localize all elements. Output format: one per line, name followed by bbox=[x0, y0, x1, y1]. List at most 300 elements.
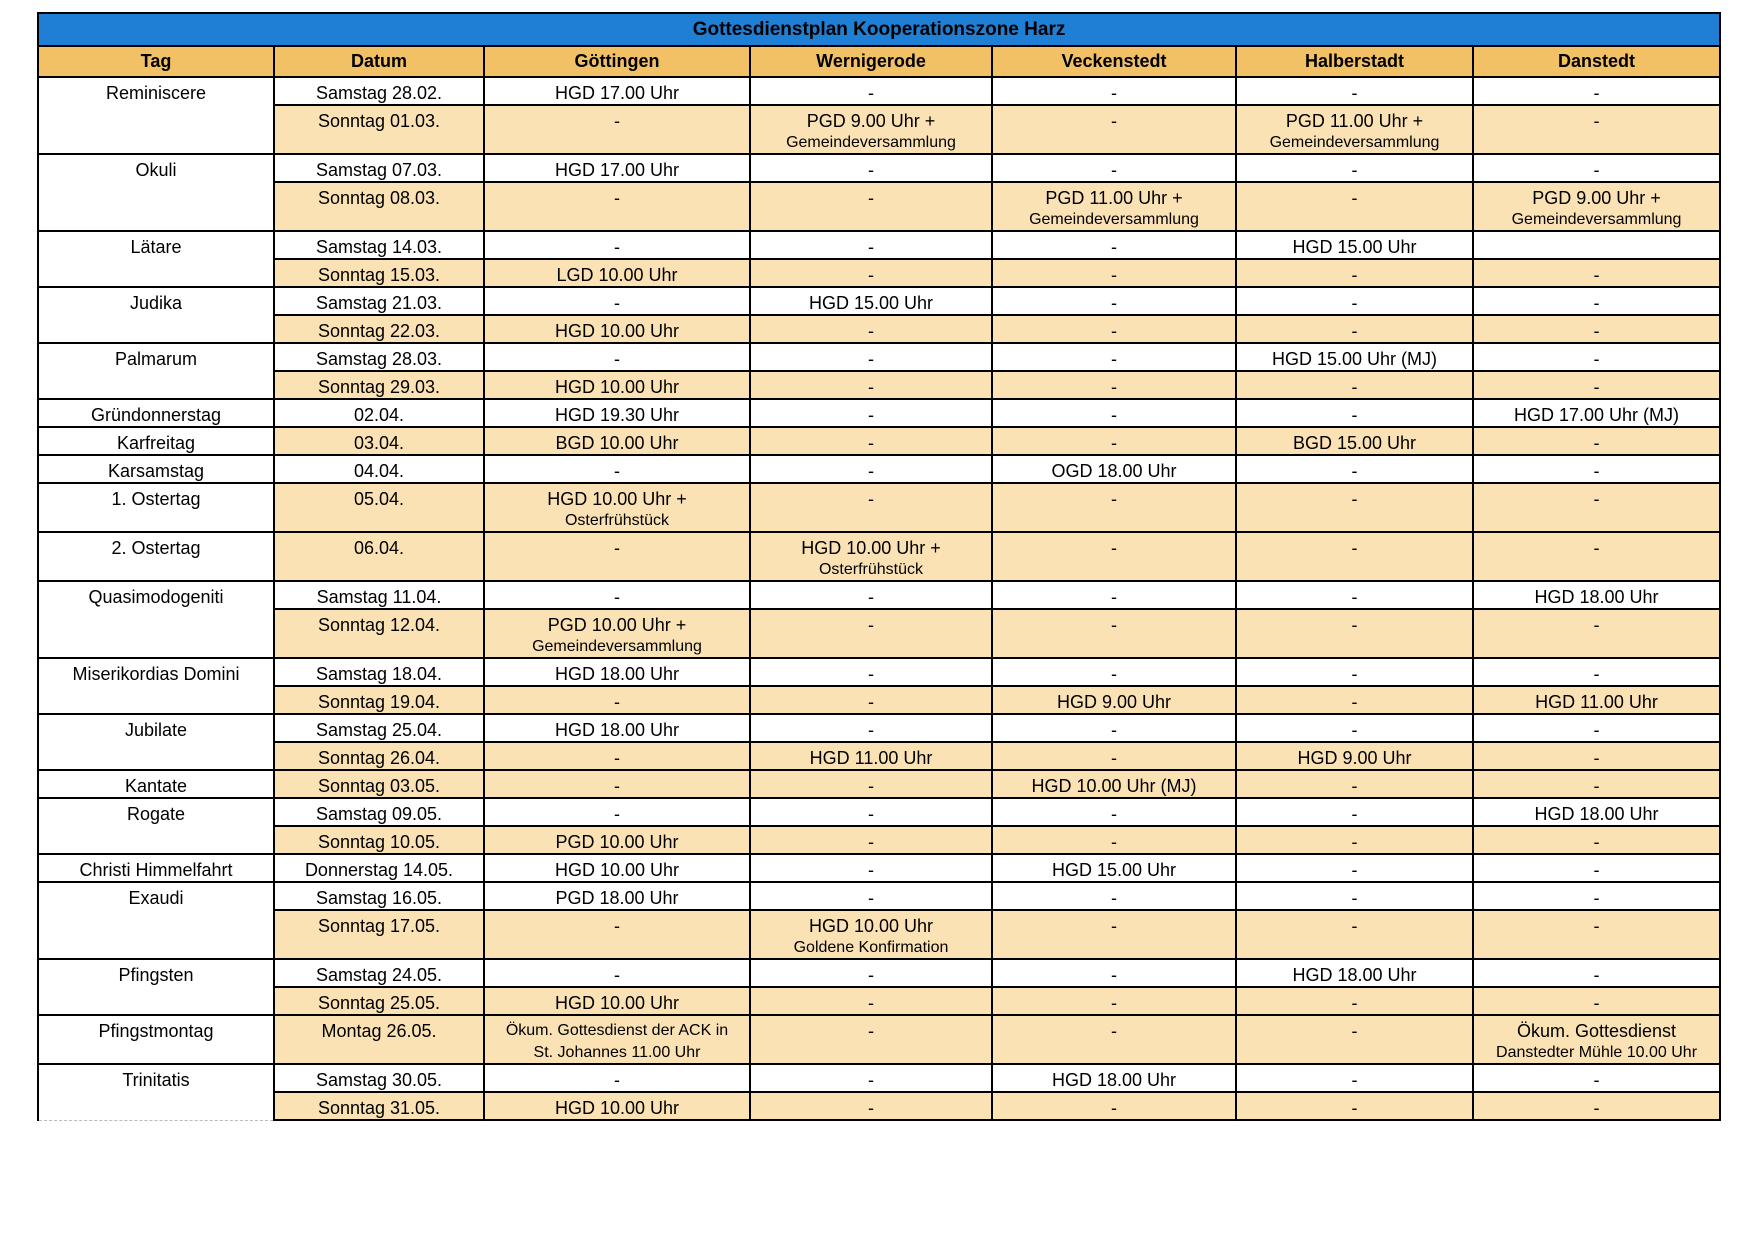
service-cell bbox=[750, 686, 992, 714]
service-text: - bbox=[868, 888, 874, 908]
service-text: - bbox=[1593, 377, 1600, 397]
service-cell bbox=[1236, 371, 1473, 399]
service-text: - bbox=[1593, 832, 1600, 852]
service-text: - bbox=[1351, 265, 1358, 285]
day-name-cell bbox=[38, 427, 274, 455]
date-text: Donnerstag 14.05. bbox=[304, 860, 454, 880]
service-text: - bbox=[1593, 349, 1600, 369]
service-cell bbox=[750, 770, 992, 798]
day-name-cell bbox=[38, 714, 274, 770]
service-text: - bbox=[868, 965, 874, 985]
service-text: - bbox=[1111, 83, 1117, 103]
date-text: Sonntag 03.05. bbox=[317, 776, 441, 796]
service-cell bbox=[1473, 1064, 1720, 1092]
date-text: 05.04. bbox=[353, 489, 405, 509]
service-cell bbox=[1236, 455, 1473, 483]
date-cell bbox=[274, 658, 484, 686]
service-text: - bbox=[868, 1021, 874, 1041]
service-cell bbox=[1236, 658, 1473, 686]
day-name: Okuli bbox=[135, 160, 177, 180]
service-cell bbox=[484, 343, 750, 371]
date-text: Samstag 09.05. bbox=[315, 804, 443, 824]
service-cell bbox=[1236, 882, 1473, 910]
service-cell bbox=[484, 77, 750, 105]
service-text: - bbox=[868, 265, 874, 285]
service-cell bbox=[1236, 1092, 1473, 1120]
service-text: - bbox=[614, 748, 620, 768]
date-cell bbox=[274, 581, 484, 609]
date-cell bbox=[274, 854, 484, 882]
service-note: Danstedter Mühle 10.00 Uhr bbox=[1496, 1044, 1698, 1061]
service-cell bbox=[484, 231, 750, 259]
service-cell bbox=[992, 287, 1236, 315]
day-name: Quasimodogeniti bbox=[88, 587, 224, 607]
service-cell bbox=[1473, 77, 1720, 105]
table-row bbox=[38, 1015, 1720, 1064]
service-cell bbox=[1236, 1015, 1473, 1064]
day-name: Rogate bbox=[126, 804, 186, 824]
service-text: HGD 15.00 Uhr bbox=[808, 293, 934, 313]
service-cell bbox=[1236, 686, 1473, 714]
column-header: Danstedt bbox=[1473, 46, 1720, 77]
service-text: - bbox=[1111, 916, 1117, 936]
service-text: - bbox=[868, 587, 874, 607]
service-text: HGD 10.00 Uhr bbox=[808, 916, 934, 936]
service-cell bbox=[1473, 826, 1720, 854]
service-text: - bbox=[1351, 405, 1358, 425]
service-cell bbox=[1473, 1092, 1720, 1120]
service-text: - bbox=[1111, 720, 1117, 740]
service-text: HGD 11.00 Uhr bbox=[1535, 692, 1658, 712]
service-cell bbox=[750, 483, 992, 532]
service-cell bbox=[1236, 182, 1473, 231]
service-text: - bbox=[1593, 888, 1600, 908]
service-text: - bbox=[614, 461, 620, 481]
service-text: PGD 11.00 Uhr + bbox=[1045, 188, 1183, 208]
date-text: 02.04. bbox=[353, 405, 405, 425]
service-text: HGD 10.00 Uhr (MJ) bbox=[1031, 776, 1197, 796]
service-text: - bbox=[1111, 993, 1117, 1013]
table-title: Gottesdienstplan Kooperationszone Harz bbox=[38, 13, 1720, 46]
service-text: - bbox=[868, 188, 874, 208]
service-text: - bbox=[1111, 832, 1117, 852]
service-cell bbox=[1236, 910, 1473, 959]
date-text: Sonntag 22.03. bbox=[317, 321, 441, 341]
column-header: Tag bbox=[38, 46, 274, 77]
service-cell bbox=[992, 798, 1236, 826]
service-cell bbox=[992, 742, 1236, 770]
service-cell bbox=[992, 455, 1236, 483]
service-cell bbox=[992, 658, 1236, 686]
service-text: - bbox=[868, 160, 874, 180]
service-cell bbox=[750, 742, 992, 770]
date-cell bbox=[274, 798, 484, 826]
service-text: - bbox=[868, 83, 874, 103]
service-text: - bbox=[1593, 965, 1600, 985]
service-cell bbox=[992, 105, 1236, 154]
service-text bbox=[1474, 232, 1719, 236]
date-cell bbox=[274, 742, 484, 770]
service-cell bbox=[1236, 714, 1473, 742]
table-row bbox=[38, 1092, 1720, 1120]
service-cell bbox=[1473, 287, 1720, 315]
service-text: - bbox=[1593, 1070, 1600, 1090]
table-row bbox=[38, 742, 1720, 770]
service-cell bbox=[1236, 609, 1473, 658]
service-text: - bbox=[1351, 1021, 1358, 1041]
service-text: - bbox=[868, 804, 874, 824]
service-text: - bbox=[1111, 615, 1117, 635]
service-cell bbox=[1236, 1064, 1473, 1092]
service-text: PGD 10.00 Uhr + bbox=[547, 615, 687, 635]
service-text: HGD 10.00 Uhr bbox=[554, 377, 680, 397]
table-row bbox=[38, 371, 1720, 399]
service-cell bbox=[1236, 742, 1473, 770]
service-cell bbox=[484, 658, 750, 686]
service-cell bbox=[1236, 154, 1473, 182]
day-name: Miserikordias Domini bbox=[72, 664, 240, 684]
table-row bbox=[38, 910, 1720, 959]
service-cell bbox=[484, 182, 750, 231]
service-text: - bbox=[1111, 1021, 1117, 1041]
service-cell bbox=[750, 1092, 992, 1120]
service-text: - bbox=[614, 111, 620, 131]
service-text: - bbox=[614, 349, 620, 369]
service-cell bbox=[992, 609, 1236, 658]
service-cell bbox=[750, 231, 992, 259]
date-cell bbox=[274, 987, 484, 1015]
service-cell bbox=[992, 826, 1236, 854]
service-cell bbox=[750, 371, 992, 399]
service-text: HGD 17.00 Uhr bbox=[554, 160, 680, 180]
service-cell bbox=[484, 882, 750, 910]
date-text: Sonntag 17.05. bbox=[317, 916, 441, 936]
service-cell bbox=[484, 1092, 750, 1120]
service-text: - bbox=[1111, 293, 1117, 313]
service-cell bbox=[484, 609, 750, 658]
service-cell bbox=[1473, 1015, 1720, 1064]
service-cell bbox=[1473, 882, 1720, 910]
service-cell bbox=[992, 399, 1236, 427]
date-text: Sonntag 19.04. bbox=[317, 692, 441, 712]
table-row bbox=[38, 826, 1720, 854]
service-text: - bbox=[1351, 832, 1358, 852]
day-name-cell bbox=[38, 770, 274, 798]
service-text: - bbox=[1111, 433, 1117, 453]
day-name: Pfingsten bbox=[118, 965, 194, 985]
service-cell bbox=[1236, 959, 1473, 987]
service-cell bbox=[1473, 854, 1720, 882]
date-cell bbox=[274, 455, 484, 483]
schedule-sheet bbox=[37, 12, 1719, 1121]
service-note: Gemeindeversammlung bbox=[786, 134, 956, 151]
service-cell bbox=[1236, 427, 1473, 455]
service-text: - bbox=[1593, 860, 1600, 880]
service-cell bbox=[484, 371, 750, 399]
service-text: - bbox=[1111, 888, 1117, 908]
service-text: - bbox=[1593, 776, 1600, 796]
service-cell bbox=[1473, 105, 1720, 154]
date-cell bbox=[274, 77, 484, 105]
service-cell bbox=[750, 287, 992, 315]
day-name-cell bbox=[38, 882, 274, 959]
date-cell bbox=[274, 427, 484, 455]
table-row bbox=[38, 399, 1720, 427]
date-text: Samstag 28.03. bbox=[315, 349, 443, 369]
service-cell bbox=[992, 77, 1236, 105]
table-row bbox=[38, 686, 1720, 714]
service-cell bbox=[992, 315, 1236, 343]
date-cell bbox=[274, 287, 484, 315]
day-name-cell bbox=[38, 959, 274, 1015]
day-name-cell bbox=[38, 343, 274, 399]
column-header: Datum bbox=[274, 46, 484, 77]
service-cell bbox=[992, 154, 1236, 182]
date-text: Sonntag 10.05. bbox=[317, 832, 441, 852]
service-cell bbox=[750, 658, 992, 686]
service-text: - bbox=[1593, 433, 1600, 453]
date-text: Samstag 11.04. bbox=[316, 587, 442, 607]
day-name-cell bbox=[38, 1015, 274, 1064]
service-text: HGD 9.00 Uhr bbox=[1056, 692, 1172, 712]
service-cell bbox=[1473, 259, 1720, 287]
day-name-cell bbox=[38, 154, 274, 231]
date-cell bbox=[274, 609, 484, 658]
date-text: Sonntag 25.05. bbox=[317, 993, 441, 1013]
service-cell bbox=[750, 609, 992, 658]
date-text: Sonntag 31.05. bbox=[317, 1098, 441, 1118]
table-row bbox=[38, 105, 1720, 154]
service-cell bbox=[484, 910, 750, 959]
service-text: - bbox=[1351, 804, 1358, 824]
service-text: - bbox=[868, 615, 874, 635]
table-row bbox=[38, 714, 1720, 742]
service-text: BGD 15.00 Uhr bbox=[1292, 433, 1417, 453]
service-cell bbox=[484, 742, 750, 770]
service-text: - bbox=[1111, 1098, 1117, 1118]
day-name-cell bbox=[38, 231, 274, 287]
service-text: - bbox=[868, 321, 874, 341]
date-cell bbox=[274, 714, 484, 742]
service-cell bbox=[484, 315, 750, 343]
date-cell bbox=[274, 532, 484, 581]
service-text: - bbox=[1351, 377, 1358, 397]
service-text: - bbox=[1111, 489, 1117, 509]
service-text: - bbox=[1351, 83, 1358, 103]
service-cell bbox=[1473, 532, 1720, 581]
service-cell bbox=[484, 798, 750, 826]
table-row bbox=[38, 455, 1720, 483]
service-cell bbox=[750, 1015, 992, 1064]
service-cell bbox=[484, 287, 750, 315]
service-cell bbox=[750, 105, 992, 154]
service-cell bbox=[992, 483, 1236, 532]
service-text: HGD 17.00 Uhr bbox=[554, 83, 680, 103]
day-name-cell bbox=[38, 455, 274, 483]
day-name-cell bbox=[38, 798, 274, 854]
service-text: HGD 10.00 Uhr + bbox=[801, 538, 941, 558]
column-header: Veckenstedt bbox=[992, 46, 1236, 77]
service-text: - bbox=[1351, 615, 1358, 635]
service-text: - bbox=[1593, 538, 1600, 558]
service-cell bbox=[484, 770, 750, 798]
table-row bbox=[38, 609, 1720, 658]
date-cell bbox=[274, 231, 484, 259]
service-text: HGD 18.00 Uhr bbox=[1292, 965, 1417, 985]
service-text: - bbox=[868, 860, 874, 880]
date-text: Samstag 24.05. bbox=[315, 965, 443, 985]
service-text: - bbox=[1111, 265, 1117, 285]
table-row bbox=[38, 343, 1720, 371]
service-cell bbox=[750, 826, 992, 854]
service-text: - bbox=[1593, 1098, 1600, 1118]
service-cell bbox=[484, 532, 750, 581]
date-text: Samstag 07.03. bbox=[315, 160, 443, 180]
service-text: - bbox=[1111, 321, 1117, 341]
service-text: - bbox=[614, 237, 620, 257]
date-text: Samstag 28.02. bbox=[315, 83, 443, 103]
service-text: Ökum. Gottesdienst bbox=[1516, 1021, 1677, 1041]
day-name: Karfreitag bbox=[116, 433, 196, 453]
service-text: - bbox=[614, 188, 620, 208]
service-note: Gemeindeversammlung bbox=[1269, 134, 1440, 151]
service-text: - bbox=[1593, 461, 1600, 481]
service-text: - bbox=[1351, 664, 1358, 684]
table-row bbox=[38, 959, 1720, 987]
service-cell bbox=[1473, 959, 1720, 987]
table-row bbox=[38, 987, 1720, 1015]
date-cell bbox=[274, 1015, 484, 1064]
service-text: HGD 18.00 Uhr bbox=[1051, 1070, 1177, 1090]
service-text: - bbox=[868, 405, 874, 425]
service-text: - bbox=[1351, 916, 1358, 936]
service-cell bbox=[484, 483, 750, 532]
column-header: Wernigerode bbox=[750, 46, 992, 77]
service-text: HGD 18.00 Uhr bbox=[554, 720, 680, 740]
service-note: Gemeindeversammlung bbox=[532, 638, 702, 655]
service-text: - bbox=[1593, 83, 1600, 103]
column-header: Göttingen bbox=[484, 46, 750, 77]
service-text: - bbox=[1593, 916, 1600, 936]
service-cell bbox=[992, 686, 1236, 714]
service-text: - bbox=[1593, 720, 1600, 740]
service-text: - bbox=[1111, 804, 1117, 824]
service-cell bbox=[1236, 798, 1473, 826]
service-text: - bbox=[868, 993, 874, 1013]
service-cell bbox=[992, 182, 1236, 231]
service-text: - bbox=[868, 832, 874, 852]
service-text: - bbox=[868, 720, 874, 740]
date-cell bbox=[274, 1092, 484, 1120]
day-name-cell bbox=[38, 658, 274, 714]
service-cell bbox=[992, 1064, 1236, 1092]
service-cell bbox=[1473, 714, 1720, 742]
title-row bbox=[38, 13, 1720, 46]
service-cell bbox=[992, 581, 1236, 609]
service-cell bbox=[1473, 609, 1720, 658]
service-cell bbox=[1473, 315, 1720, 343]
table-row bbox=[38, 581, 1720, 609]
service-cell bbox=[484, 259, 750, 287]
day-name: Kantate bbox=[124, 776, 188, 796]
service-cell bbox=[750, 259, 992, 287]
service-text: HGD 15.00 Uhr bbox=[1051, 860, 1177, 880]
date-cell bbox=[274, 483, 484, 532]
service-text: PGD 18.00 Uhr bbox=[555, 888, 679, 908]
day-name-cell bbox=[38, 532, 274, 581]
service-cell bbox=[750, 77, 992, 105]
service-text: PGD 10.00 Uhr bbox=[555, 832, 679, 852]
service-text: - bbox=[614, 293, 620, 313]
service-cell bbox=[1473, 427, 1720, 455]
day-name: 2. Ostertag bbox=[111, 538, 201, 558]
table-row bbox=[38, 854, 1720, 882]
service-cell bbox=[1473, 231, 1720, 259]
service-cell bbox=[992, 427, 1236, 455]
service-cell bbox=[1473, 343, 1720, 371]
date-cell bbox=[274, 154, 484, 182]
service-cell bbox=[1473, 399, 1720, 427]
service-cell bbox=[992, 854, 1236, 882]
service-text: - bbox=[868, 237, 874, 257]
date-cell bbox=[274, 959, 484, 987]
date-text: 06.04. bbox=[353, 538, 405, 558]
service-cell bbox=[1473, 770, 1720, 798]
service-cell bbox=[1236, 826, 1473, 854]
service-text: - bbox=[614, 776, 620, 796]
table-row bbox=[38, 882, 1720, 910]
service-text: - bbox=[868, 692, 874, 712]
service-text: HGD 19.30 Uhr bbox=[554, 405, 680, 425]
service-cell bbox=[484, 154, 750, 182]
day-name: Karsamstag bbox=[107, 461, 205, 481]
service-cell bbox=[1236, 581, 1473, 609]
date-text: Samstag 25.04. bbox=[315, 720, 443, 740]
service-text: - bbox=[614, 692, 620, 712]
date-text: Sonntag 12.04. bbox=[317, 615, 441, 635]
date-text: Samstag 18.04. bbox=[315, 664, 443, 684]
service-cell bbox=[750, 154, 992, 182]
schedule-table bbox=[37, 12, 1721, 1121]
day-name: Trinitatis bbox=[122, 1070, 190, 1090]
service-text: HGD 15.00 Uhr bbox=[1292, 237, 1417, 257]
service-text: - bbox=[1351, 692, 1358, 712]
service-cell bbox=[750, 427, 992, 455]
service-cell bbox=[1236, 987, 1473, 1015]
service-text: - bbox=[1593, 748, 1600, 768]
date-text: Sonntag 15.03. bbox=[317, 265, 441, 285]
day-name: Exaudi bbox=[128, 888, 184, 908]
day-name: Reminiscere bbox=[105, 83, 207, 103]
date-text: Samstag 14.03. bbox=[315, 237, 443, 257]
service-text: HGD 11.00 Uhr bbox=[809, 748, 933, 768]
service-cell bbox=[1473, 455, 1720, 483]
date-text: 03.04. bbox=[353, 433, 405, 453]
service-text: - bbox=[1111, 160, 1117, 180]
service-text: HGD 15.00 Uhr (MJ) bbox=[1271, 349, 1438, 369]
date-cell bbox=[274, 686, 484, 714]
service-text: - bbox=[1593, 489, 1600, 509]
service-cell bbox=[484, 826, 750, 854]
service-cell bbox=[750, 581, 992, 609]
service-cell bbox=[1473, 483, 1720, 532]
service-text: - bbox=[614, 1070, 620, 1090]
service-text: - bbox=[1351, 489, 1358, 509]
day-name: Lätare bbox=[130, 237, 182, 257]
day-name-cell bbox=[38, 581, 274, 658]
service-text: - bbox=[614, 538, 620, 558]
service-text: - bbox=[1593, 615, 1600, 635]
